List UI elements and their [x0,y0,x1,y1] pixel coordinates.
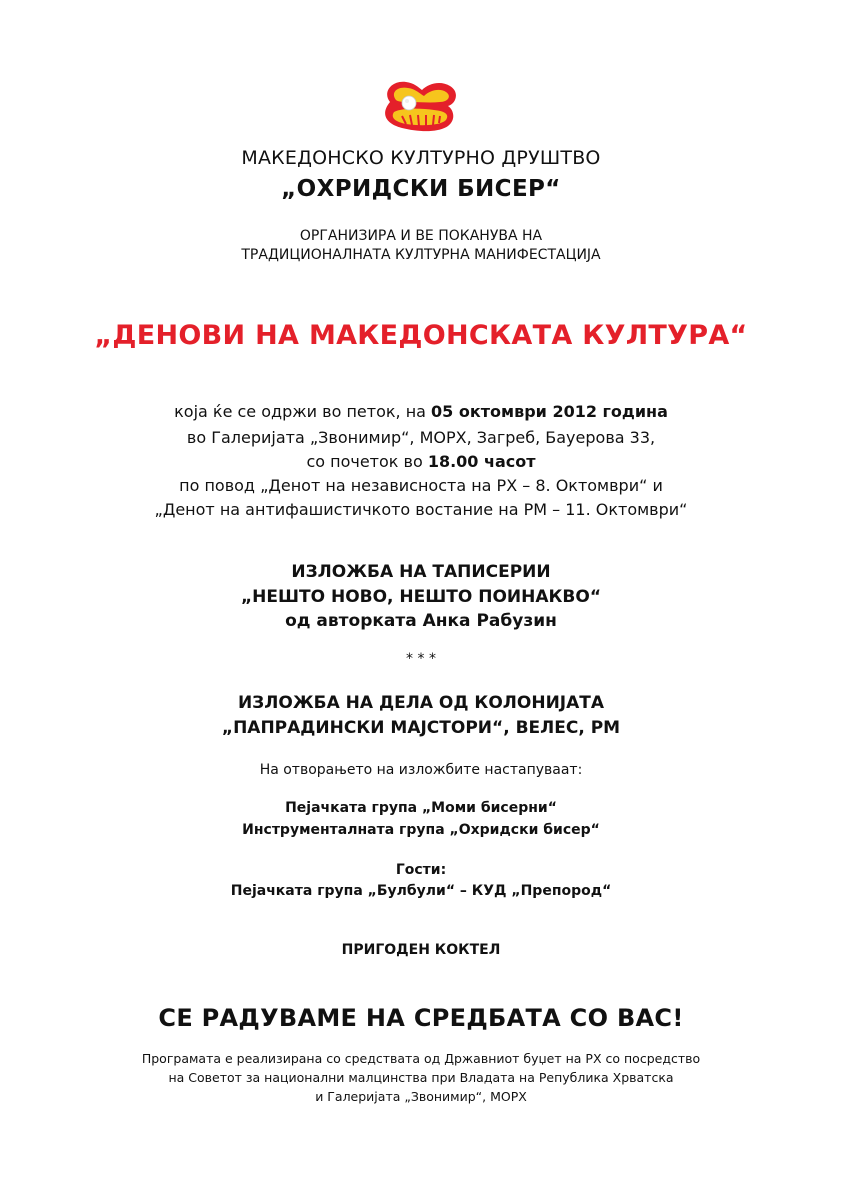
guests-label: Гости: [395,862,447,878]
details-line-time [0,452,842,471]
exhibition2-title: „ПАПРАДИНСКИ МАЈСТОРИ“, ВЕЛЕС, РМ [221,718,621,738]
separator: * * * [406,651,436,667]
invitation-line-1: ОРГАНИЗИРА И ВЕ ПОКАНУВА НА [299,228,543,244]
details-line-occasion-2: „Денот на антифашистичкото востание на РМ – 11. Октомври“ [154,500,688,519]
exhibition2-heading: ИЗЛОЖБА НА ДЕЛА ОД КОЛОНИЈАТА [237,693,605,713]
guests-group: Пејачката група „Булбули“ – КУД „Препород“ [230,883,612,899]
details-line-date [0,402,842,421]
footer-line-2: на Советот за национални малцинства при Владата на Република Хрватска [168,1070,674,1085]
closing-message: СЕ РАДУВАМЕ НА СРЕДБАТА СО ВАС! [158,1004,684,1032]
details-date-prefix: која ќе се одржи во петок, на [174,402,432,421]
details-line-occasion-1: по повод „Денот на независноста на РХ – 8. Октомври“ и [179,476,663,495]
organization-name: „ОХРИДСКИ БИСЕР“ [281,176,561,202]
exhibition1-title: „НЕШТО НОВО, НЕШТО ПОИНАКВО“ [240,587,602,607]
details-time-prefix: со почеток во [306,452,428,471]
details-line-venue: во Галеријата „Звонимир“, МОРХ, Загреб, Бауерова 33, [186,428,656,447]
event-date: 05 октомври 2012 година [431,402,668,421]
pearl-shell-logo-icon [376,78,462,134]
invitation-line-2: ТРАДИЦИОНАЛНАТА КУЛТУРНА МАНИФЕСТАЦИЈА [241,247,601,263]
cocktail-note: ПРИГОДЕН КОКТЕЛ [341,942,501,958]
event-time: 18.00 часот [427,452,536,471]
performer-group-1: Пејачката група „Моми бисерни“ [285,800,557,816]
footer-line-3: и Галеријата „Звонимир“, МОРХ [315,1089,527,1104]
exhibition1-heading: ИЗЛОЖБА НА ТАПИСЕРИИ [291,562,551,582]
organization-type: МАКЕДОНСКО КУЛТУРНО ДРУШТВО [241,147,601,169]
footer-line-1: Програмата е реализирана со средствата од Државниот буџет на РХ со посредство [141,1051,701,1066]
performer-group-2: Инструменталната група „Охридски бисер“ [242,822,600,838]
exhibition1-author: од авторката Анка Рабузин [285,611,557,631]
event-title: „ДЕНОВИ НА МАКЕДОНСКАТА КУЛТУРА“ [94,320,748,351]
performers-intro: На отворањето на изложбите настапуваат: [259,762,583,778]
